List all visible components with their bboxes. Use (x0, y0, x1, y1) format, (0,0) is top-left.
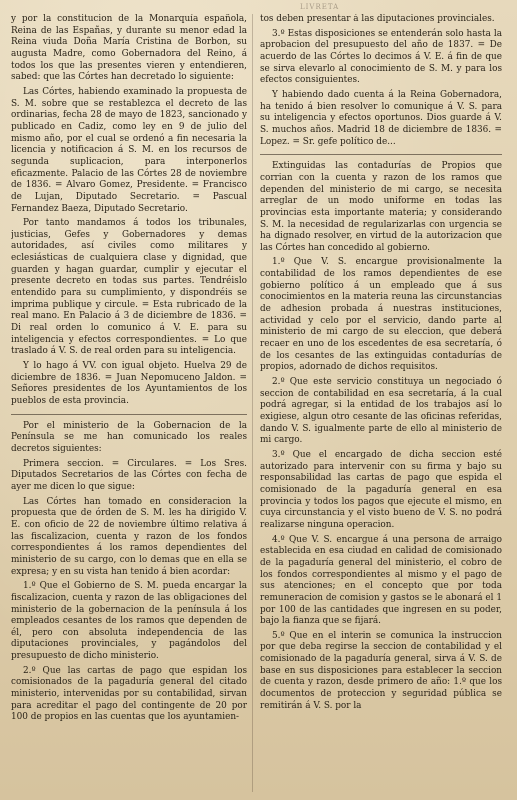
left-column (11, 14, 247, 796)
left-section-paragraph: Las Córtes han tomado en consideracion la propuesta que de órden de S. M. les ha dirigido V. E. con oficio de 22 de noviembre último relativa á las fiscalizacion, cuenta y razon de los fondos correspondientes á los ramos dependientes del ministerio de su cargo, con lo demas que en ella se expresa; y en su vista han tenido á bien acordar: (11, 496, 247, 577)
column-divider (252, 14, 253, 792)
right-section-paragraph: 1.º Que V. S. encargue provisionalmente la contabilidad de los ramos dependientes de ese gobierno político á un empleado que á sus conocimientos en la materia reuna las circunstancias de adhesion probada á nuestras instituciones, actividad y celo por el servicio, dando parte al ministerio de mi cargo de su eleccion, que deberá recaer en uno de los escedentes de esa secretaría, ó de los cesantes de las extinguidas contadurías de propios, adornado de dichos requisitos. (260, 257, 502, 373)
left-paragraph: Por tanto mandamos á todos los tribunales, justicias, Gefes y Gobernadores y demas autoridades, así civiles como militares y eclesiásticas de cualquiera clase y dignidad, que guarden y hagan guardar, cumplir y ejecutar el presente decreto en todas sus partes. Tendréislo entendido para su cumplimiento, y dispondréis se imprima publique y circule. = Esta rubricado de la real mano. En Palacio á 3 de diciembre de 1836. = Di real orden lo comunico á V. E. para su inteligencia y efectos correspondientes. = Lo que traslado á V. S. de real orden para su inteligencia. (11, 218, 247, 357)
right-paragraph: Y habiendo dado cuenta á la Reina Gobernadora, ha tenido á bien resolver lo comunique á V. S. para su inteligencia y efectos oportunos. Dios guarde á V. S. muchos años. Madrid 18 de diciembre de 1836. = Lopez. = Sr. gefe político de... (260, 89, 502, 147)
right-paragraph: 3.º Estas disposiciones se entenderán solo hasta la aprobacion del presupuesto del año de 1837. = De acuerdo de las Córtes lo decimos á V. E. á fin de que se sirva elevarlo al conocimiento de S. M. y para los efectos consiguientes. (260, 28, 502, 86)
right-section-paragraph: 4.º Que V. S. encargue á una persona de arraigo establecida en esa ciudad en calidad de comisionado de la pagaduría general del ministerio, el cobro de los fondos correspondientes al mismo y el pago de sus atenciones; en el concepto que por toda remuneracion de comision y gastos se le abonará el 1 por 100 de las cantidades que ingresen en su poder, bajo la fianza que se fijará. (260, 534, 502, 627)
header-watermark-text: LIVRETA (300, 3, 340, 11)
left-section-paragraph: Primera seccion. = Circulares. = Los Sres. Diputados Secretarios de las Córtes con fecha de ayer me dicen lo que sigue: (11, 458, 247, 492)
section-divider (260, 154, 502, 155)
left-paragraph: Las Córtes, habiendo examinado la propuesta de S. M. sobre que se restablezca el decreto de las ordinarias, fecha 28 de mayo de 1823, sancionado y publicado en Cadiz, como ley en 9 de julio del mismo año, por el cual se ordenó a fin necesaria la licencia y notificacion á S. M. en los recursos de segunda suplicacion, para interponerlos eficazmente. Palacio de las Córtes 28 de noviembre de 1836. = Alvaro Gomez, Presidente. = Francisco de Lujan, Diputado Secretario. = Pascual Fernandez Baeza, Diputado Secretario. (11, 86, 247, 214)
right-section-paragraph: 5.º Que en el interin se comunica la instruccion por que deba regirse la seccion de contabilidad y el comisionado de la pagaduría general, sirva á V. S. de base en sus disposiciones para establecer la seccion de cuenta y razon, desde primero de año: 1.º que los documentos de proteccion y seguridad pública se remitirán á V. S. por la (260, 630, 502, 711)
right-section-paragraph: Extinguidas las contadurías de Propios que corrian con la cuenta y razon de los ramos que dependen del ministerio de mi cargo, se necesita arreglar de un modo uniforme en todas las provincias esta importante materia; y considerando S. M. la necesidad de regularizarlas con urgencia se ha dignado resolver, en virtud de la autorizacion que las Córtes han concedido al gobierno. (260, 161, 502, 253)
right-section-paragraph: 2.º Que este servicio constituya un negociado ó seccion de contabilidad en esa secretaría, á la cual podrá agregar, si la entidad de los trabajos así lo exigiese, algun otro cesante de las oficinas referidas, dando V. S. igualmente parte de ello al ministerio de mi cargo. (260, 377, 502, 446)
right-paragraph: tos deben presentar á las diputaciones provinciales. (260, 14, 495, 24)
left-paragraph: Y lo hago á VV. con igual objeto. Huelva 29 de diciembre de 1836. = Juan Nepomuceno Jaldon. = Señores presidentes de los Ayuntamientos de los pueblos de esta provincia. (11, 361, 247, 406)
right-section-paragraph: 3.º Que el encargado de dicha seccion esté autorizado para intervenir con su firma y bajo su responsabilidad las cartas de pago que espida el comisionado de la pagaduría general en esa provincia y todos los pagos que ejecute el mismo, en cuya circunstancia y el visto bueno de V. S. no podrá realizarse ninguna operacion. (260, 449, 502, 530)
right-column (260, 14, 502, 796)
left-section-paragraph: 2.º Que las cartas de pago que espidan los comisionados de la pagaduría general del citado ministerio, intervenidas por su contabilidad, sirvan para acreditar el pago del contingente de 20 por 100 de propios en las cuentas que los ayuntamien- (11, 665, 247, 723)
section-heading: Por el ministerio de la Gobernacion de la Península se me han comunicado los reales decretos siguientes: (11, 420, 247, 454)
section-divider (11, 414, 247, 415)
left-section-paragraph: 1.º Que el Gobierno de S. M. pueda encargar la fiscalizacion, cuenta y razon de las obligaciones del ministerio de la gobernacion de la península á los empleados cesantes de los ramos que dependen de él, pero con absoluta independencia de las diputaciones provinciales, y pagándolos del presupuesto de dicho ministerio. (11, 581, 247, 662)
left-paragraph: y por la constitucion de la Monarquía española, Reina de las Españas, y durante su menor edad la Reina viuda Doña María Cristina de Borbon, su augusta Madre, como Gobernadora del Reino, á todos los que las presentes vieren y entendieren, sabed: que las Córtes han decretado lo siguiente: (11, 14, 247, 83)
